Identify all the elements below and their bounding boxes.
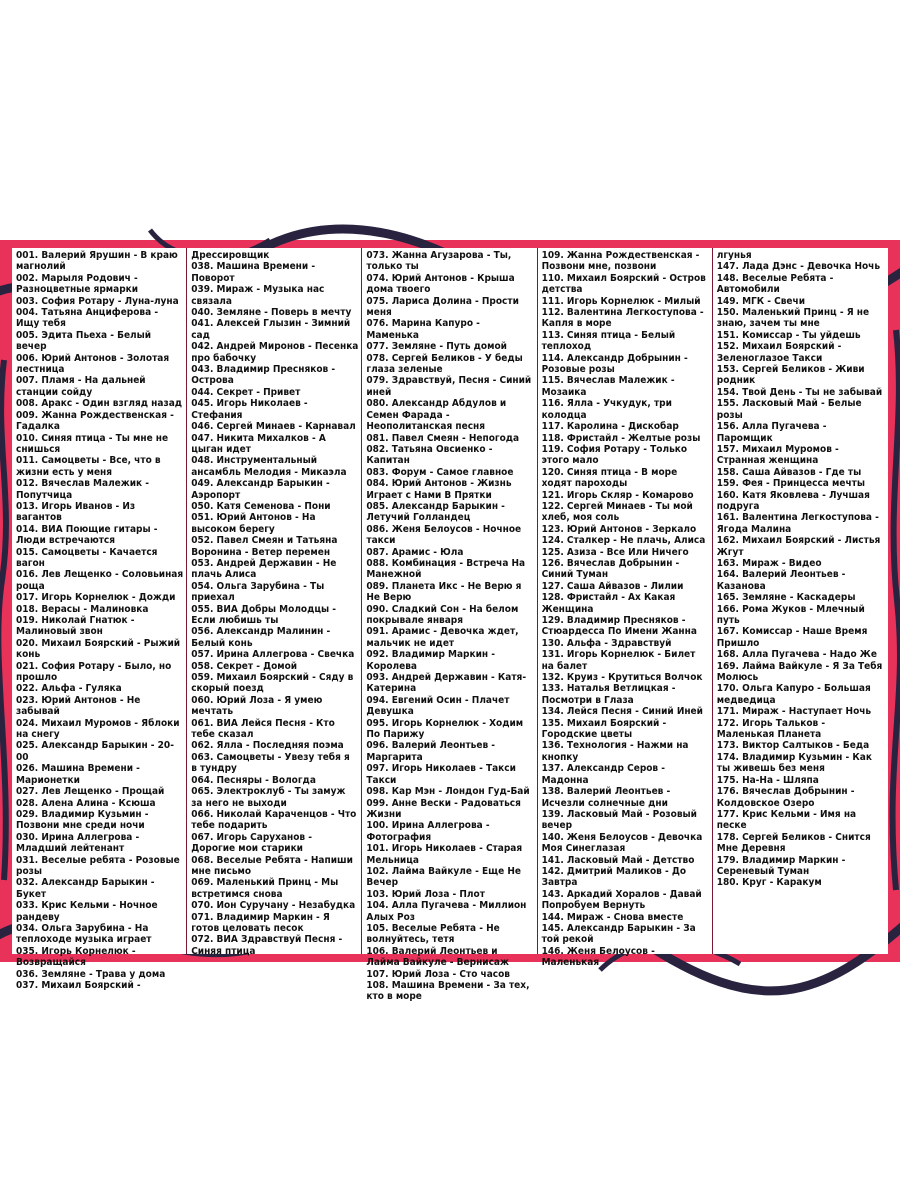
song-entry: 047. Никита Михалков - А цыган идет [191, 432, 326, 455]
song-entry: 120. Синяя птица - В море ходят пароходы [541, 466, 678, 490]
song-entry: 140. Женя Белоусов - Девочка Моя Синеглазая [541, 831, 703, 855]
song-entry: 014. ВИА Поющие гитары - Люди встречаются [16, 523, 158, 547]
song-entry: 040. Земляне - Поверь в мечту [191, 307, 352, 319]
song-entry: 051. Юрий Антонов - На высоком берегу [191, 512, 316, 535]
song-entry: 128. Фристайл - Ах Какая Женщина [541, 592, 676, 615]
song-entry: 018. Верасы - Малиновка [16, 603, 149, 615]
song-entry: 138. Валерий Леонтьев - Исчезли солнечные дни [541, 786, 671, 809]
song-entry: 003. София Ротару - Луна-луна [16, 295, 179, 307]
song-entry: 104. Алла Пугачева - Миллион Алых Роз [366, 900, 527, 923]
song-entry: 097. Игорь Николаев - Такси Такси [366, 763, 516, 786]
song-entry: 030. Ирина Аллегрова - Младший лейтенант [16, 831, 140, 855]
song-entry: 137. Александр Серов - Мадонна [541, 763, 665, 786]
song-entry: 150. Маленький Принц - Я не знаю, зачем ты мне [716, 307, 870, 330]
song-entry: 024. Михаил Муромов - Яблоки на снегу [16, 717, 180, 741]
song-entry: 059. Михаил Боярский - Сяду в скорый поезд [191, 672, 354, 695]
song-entry: 133. Наталья Ветлицкая - Посмотри в Глаза [541, 683, 676, 706]
song-entry: 005. Эдита Пьеха - Белый вечер [16, 329, 152, 353]
song-column-1 [12, 248, 187, 991]
song-entry: 124. Сталкер - Не плачь, Алиса [541, 535, 706, 547]
song-entry: 006. Юрий Антонов - Золотая лестница [16, 352, 170, 376]
song-entry: 021. София Ротару - Было, но прошло [16, 660, 172, 684]
song-entry: 122. Сергей Минаев - Ты мой хлеб, моя соль [541, 500, 693, 524]
song-entry: 175. На-На - Шляпа [716, 774, 819, 786]
song-entry: 020. Михаил Боярский - Рыжий конь [16, 637, 181, 661]
song-entry: 071. Владимир Маркин - Я готов целовать песок [191, 911, 330, 934]
song-entry: 036. Земляне - Трава у дома [16, 968, 166, 980]
song-entry: 015. Самоцветы - Качается вагон [16, 546, 158, 569]
song-entry: 008. Аракс - Один взгляд назад [16, 398, 183, 410]
song-entry: 164. Валерий Леонтьев - Казанова [716, 569, 846, 592]
swirl-stroke [893, 330, 900, 890]
song-entry: 037. Михаил Боярский - [16, 980, 141, 991]
song-entry: 013. Игорь Иванов - Из вагантов [16, 500, 136, 524]
song-entry: лгунья [716, 250, 752, 261]
song-entry: 163. Мираж - Видео [716, 557, 822, 569]
song-entry: 169. Лайма Вайкуле - Я За Тебя Молюсь [716, 660, 883, 684]
song-entry: 160. Катя Яковлева - Лучшая подруга [716, 489, 870, 512]
song-entry: 144. Мираж - Снова вместе [541, 911, 684, 923]
song-entry: 126. Вячеслав Добрынин - Синий Туман [541, 557, 680, 581]
song-entry: 052. Павел Смеян и Татьяна Воронина - Ветер перемен [191, 535, 338, 558]
song-entry: 178. Сергей Беликов - Снится Мне Деревня [716, 831, 871, 855]
song-entry: 084. Юрий Антонов - Жизнь Играет с Нами В Прятки [366, 478, 512, 501]
song-entry: 149. МГК - Свечи [716, 295, 805, 307]
song-entry: 028. Алена Алина - Ксюша [16, 797, 156, 809]
song-entry: 026. Машина Времени - Марионетки [16, 763, 140, 786]
song-entry: 085. Александр Барыкин - Летучий Голландец [366, 500, 505, 524]
song-entry: 076. Марина Капуро - Маменька [366, 318, 480, 341]
song-entry: 004. Татьяна Анциферова - Ищу тебя [16, 307, 159, 330]
song-entry: 115. Вячеслав Малежик - Мозаика [541, 375, 675, 398]
song-entry: 011. Самоцветы - Все, что в жизни есть у меня [16, 455, 161, 478]
song-entry: 112. Валентина Легкоступова - Капля в море [541, 307, 704, 330]
song-entry: 123. Юрий Антонов - Зеркало [541, 523, 697, 535]
song-entry: 159. Фея - Принцесса мечты [716, 478, 865, 490]
song-entry: 095. Игорь Корнелюк - Ходим По Парижу [366, 717, 524, 741]
song-entry: 099. Анне Вески - Радоваться Жизни [366, 797, 521, 820]
song-entry: 061. ВИА Лейся Песня - Кто тебе сказал [191, 717, 335, 741]
song-entry: 130. Альфа - Здравствуй [541, 637, 672, 649]
song-entry: 074. Юрий Антонов - Крыша дома твоего [366, 272, 515, 296]
song-entry: 114. Александр Добрынин - Розовые розы [541, 352, 688, 376]
song-entry: 173. Виктор Салтыков - Беда [716, 740, 870, 752]
song-entry: 152. Михаил Боярский - Зеленоглазое Такси [716, 341, 842, 364]
song-entry: 083. Форум - Самое главное [366, 466, 514, 478]
song-entry: 025. Александр Барыкин - 20-00 [16, 740, 174, 763]
song-entry: 136. Технология - Нажми на кнопку [541, 740, 689, 763]
song-entry: 113. Синяя птица - Белый теплоход [541, 329, 676, 353]
song-entry: 070. Ион Суручану - Незабудка [191, 900, 356, 912]
song-entry: 007. Пламя - На дальней станции сойду [16, 375, 146, 398]
song-entry: 041. Алексей Глызин - Зимний сад [191, 318, 351, 341]
song-entry: 022. Альфа - Гуляка [16, 683, 122, 695]
song-entry: 092. Владимир Маркин - Королева [366, 649, 495, 672]
song-entry: 174. Владимир Кузьмин - Как ты живешь без меня [716, 751, 872, 775]
song-entry: 046. Сергей Минаев - Карнавал [191, 421, 356, 433]
song-entry: 077. Земляне - Путь домой [366, 341, 507, 353]
song-entry: 121. Игорь Скляр - Комарово [541, 489, 694, 501]
song-entry: 145. Александр Барыкин - За той рекой [541, 922, 696, 946]
song-entry: 155. Ласковый Май - Белые розы [716, 398, 862, 421]
song-list-sheet [12, 248, 888, 1003]
song-entry: 002. Марыля Родович - Разноцветные ярмарки [16, 272, 139, 296]
song-entry: 045. Игорь Николаев - Стефания [191, 398, 308, 421]
song-entry: 157. Михаил Муромов - Странная женщина [716, 443, 839, 467]
song-entry: 139. Ласковый Май - Розовый вечер [541, 808, 697, 832]
song-entry: 089. Планета Икс - Не Верю я Не Верю [366, 580, 522, 604]
song-entry: 087. Арамис - Юла [366, 546, 464, 558]
song-entry: 170. Ольга Капуро - Большая медведица [716, 683, 871, 706]
song-entry: 132. Круиз - Крутиться Волчок [541, 672, 703, 684]
song-entry: 086. Женя Белоусов - Ночное такси [366, 523, 522, 547]
song-entry: 179. Владимир Маркин - Сереневый Туман [716, 854, 846, 877]
song-entry: 110. Михаил Боярский - Остров детства [541, 272, 706, 296]
song-entry: 161. Валентина Легкоступова - Ягода Малина [716, 512, 879, 535]
song-entry: 127. Саша Айвазов - Лилии [541, 580, 684, 592]
song-entry: 042. Андрей Миронов - Песенка про бабочку [191, 341, 359, 364]
song-entry: 081. Павел Смеян - Непогода [366, 432, 520, 444]
song-entry: 107. Юрий Лоза - Сто часов [366, 968, 510, 980]
song-entry: 078. Сергей Беликов - У беды глаза зеленые [366, 352, 523, 376]
song-entry: 029. Владимир Кузьмин - Позвони мне среди ночи [16, 808, 149, 832]
song-entry: 118. Фристайл - Желтые розы [541, 432, 701, 444]
song-entry: 119. София Ротару - Только этого мало [541, 443, 688, 467]
song-entry: 168. Алла Пугачева - Надо Же [716, 649, 877, 661]
song-entry: 158. Саша Айвазов - Где ты [716, 466, 862, 478]
song-entry: 057. Ирина Аллегрова - Свечка [191, 649, 355, 661]
song-column-3 [362, 248, 537, 1003]
song-entry: 038. Машина Времени - Поворот [191, 261, 316, 284]
song-entry: 039. Мираж - Музыка нас связала [191, 284, 325, 307]
song-entry: 032. Александр Барыкин - Букет [16, 877, 155, 900]
song-entry: 151. Комиссар - Ты уйдешь [716, 329, 861, 341]
song-entry: 072. ВИА Здравствуй Песня - Синяя птица [191, 934, 343, 957]
song-column-2 [187, 248, 362, 957]
song-entry: 102. Лайма Вайкуле - Еще Не Вечер [366, 865, 521, 889]
song-entry: 090. Сладкий Сон - На белом покрывале января [366, 603, 519, 626]
song-column-5 [713, 248, 888, 954]
song-entry: 075. Лариса Долина - Прости меня [366, 295, 519, 319]
song-entry: 044. Секрет - Привет [191, 386, 301, 398]
song-entry: 054. Ольга Зарубина - Ты приехал [191, 580, 325, 604]
song-entry: 079. Здравствуй, Песня - Синий иней [366, 375, 532, 398]
song-entry: 066. Николай Караченцов - Что тебе подарить [191, 808, 357, 832]
song-entry: 033. Крис Кельми - Ночное рандеву [16, 900, 158, 923]
song-entry: 053. Андрей Державин - Не плачь Алиса [191, 557, 337, 581]
song-entry: 058. Секрет - Домой [191, 660, 298, 672]
song-entry: 105. Веселые Ребята - Не волнуйтесь, тетя [366, 922, 500, 946]
song-entry: 069. Маленький Принц - Мы встретимся снова [191, 877, 339, 900]
song-entry: 093. Андрей Державин - Катя-Катерина [366, 672, 527, 695]
song-entry: 111. Игорь Корнелюк - Милый [541, 295, 701, 307]
song-entry: 177. Крис Кельми - Имя на песке [716, 808, 857, 832]
song-entry: 180. Круг - Каракум [716, 877, 822, 889]
song-entry: 009. Жанна Рождественская - Гадалка [16, 409, 174, 433]
song-entry: 142. Дмитрий Маликов - До Завтра [541, 865, 687, 889]
song-entry: 064. Песняры - Вологда [191, 774, 316, 786]
song-entry: 171. Мираж - Наступает Ночь [716, 706, 872, 718]
song-entry: 165. Земляне - Каскадеры [716, 592, 856, 604]
song-entry: 108. Машина Времени - За тех, кто в море [366, 980, 530, 1003]
song-entry: 067. Игорь Саруханов - Дорогие мои старики [191, 831, 312, 855]
song-entry: Дрессировщик [191, 250, 270, 261]
song-entry: 156. Алла Пугачева - Паромщик [716, 421, 827, 444]
song-entry: 035. Игорь Корнелюк - Возвращайся [16, 945, 136, 969]
song-entry: 154. Твой День - Ты не забывай [716, 386, 883, 398]
song-entry: 043. Владимир Пресняков - Острова [191, 364, 336, 387]
song-entry: 027. Лев Лещенко - Прощай [16, 786, 165, 798]
song-entry: 034. Ольга Зарубина - На теплоходе музыка играет [16, 922, 152, 946]
song-entry: 068. Веселые Ребята - Напиши мне письмо [191, 854, 353, 877]
song-entry: 023. Юрий Антонов - Не забывай [16, 694, 141, 718]
song-entry: 103. Юрий Лоза - Плот [366, 888, 485, 900]
song-entry: 096. Валерий Леонтьев - Маргарита [366, 740, 496, 763]
song-entry: 135. Михаил Боярский - Городские цветы [541, 717, 667, 741]
song-entry: 065. Электроклуб - Ты замуж за него не выходи [191, 786, 346, 809]
song-entry: 148. Веселые Ребята - Автомобили [716, 272, 834, 296]
song-entry: 125. Азиза - Все Или Ничего [541, 546, 689, 558]
song-entry: 172. Игорь Тальков - Маленькая Планета [716, 717, 826, 741]
song-entry: 001. Валерий Ярушин - В краю магнолий [16, 250, 178, 273]
song-entry: 129. Владимир Пресняков - Стюардесса По Имени Жанна [541, 615, 697, 638]
song-entry: 012. Вячеслав Малежик - Попутчица [16, 478, 150, 501]
song-entry: 106. Валерий Леонтьев и Лайма Вайкуле - Вернисаж [366, 945, 509, 969]
song-entry: 098. Кар Мэн - Лондон Гуд-Бай [366, 786, 530, 798]
song-entry: 153. Сергей Беликов - Живи родник [716, 364, 865, 387]
song-entry: 016. Лев Лещенко - Соловьиная роща [16, 569, 184, 592]
song-column-4 [538, 248, 713, 969]
song-entry: 055. ВИА Добры Молодцы - Если любишь ты [191, 603, 337, 626]
song-entry: 050. Катя Семенова - Пони [191, 500, 331, 512]
song-entry: 167. Комиссар - Наше Время Пришло [716, 626, 868, 649]
song-entry: 146. Женя Белоусов - Маленькая [541, 945, 655, 969]
song-entry: 094. Евгений Осин - Плачет Девушка [366, 694, 510, 718]
song-entry: 017. Игорь Корнелюк - Дожди [16, 592, 176, 604]
song-entry: 073. Жанна Агузарова - Ты, только ты [366, 250, 512, 273]
song-entry: 147. Лада Дэнс - Девочка Ночь [716, 261, 881, 273]
song-entry: 080. Александр Абдулов и Семен Фарада - Неополитанская песня [366, 398, 507, 433]
song-entry: 116. Ялла - Учкудук, три колодца [541, 398, 672, 421]
song-entry: 166. Рома Жуков - Млечный путь [716, 603, 865, 626]
song-entry: 048. Инструментальный ансамбль Мелодия - Микаэла [191, 455, 347, 478]
song-entry: 109. Жанна Рождественская - Позвони мне, позвони [541, 250, 700, 273]
song-entry: 010. Синяя птица - Ты мне не снишься [16, 432, 169, 455]
song-entry: 162. Михаил Боярский - Листья Жгут [716, 535, 881, 558]
song-entry: 019. Николай Гнатюк - Малиновый звон [16, 615, 135, 638]
song-entry: 176. Вячеслав Добрынин - Колдовское Озеро [716, 786, 855, 809]
song-entry: 082. Татьяна Овсиенко - Капитан [366, 443, 493, 467]
song-entry: 141. Ласковый Май - Детство [541, 854, 695, 866]
song-entry: 143. Аркадий Хоралов - Давай Попробуем Вернуть [541, 888, 702, 912]
swirl-stroke [0, 360, 6, 880]
song-entry: 062. Ялла - Последняя поэма [191, 740, 344, 752]
song-entry: 031. Веселые ребята - Розовые розы [16, 854, 180, 877]
song-entry: 134. Лейся Песня - Синий Иней [541, 706, 703, 718]
song-entry: 100. Ирина Аллегрова - Фотография [366, 820, 490, 843]
song-entry: 049. Александр Барыкин - Аэропорт [191, 478, 330, 501]
song-entry: 091. Арамис - Девочка ждет, мальчик не идет [366, 626, 519, 649]
song-entry: 060. Юрий Лоза - Я умею мечтать [191, 694, 323, 718]
song-entry: 088. Комбинация - Встреча На Манежной [366, 557, 526, 581]
song-entry: 063. Самоцветы - Увезу тебя я в тундру [191, 751, 350, 775]
song-entry: 131. Игорь Корнелюк - Билет на балет [541, 649, 696, 672]
song-entry: 101. Игорь Николаев - Старая Мельница [366, 843, 523, 866]
song-entry: 117. Каролина - Дискобар [541, 421, 679, 433]
song-entry: 056. Александр Малинин - Белый конь [191, 626, 331, 649]
